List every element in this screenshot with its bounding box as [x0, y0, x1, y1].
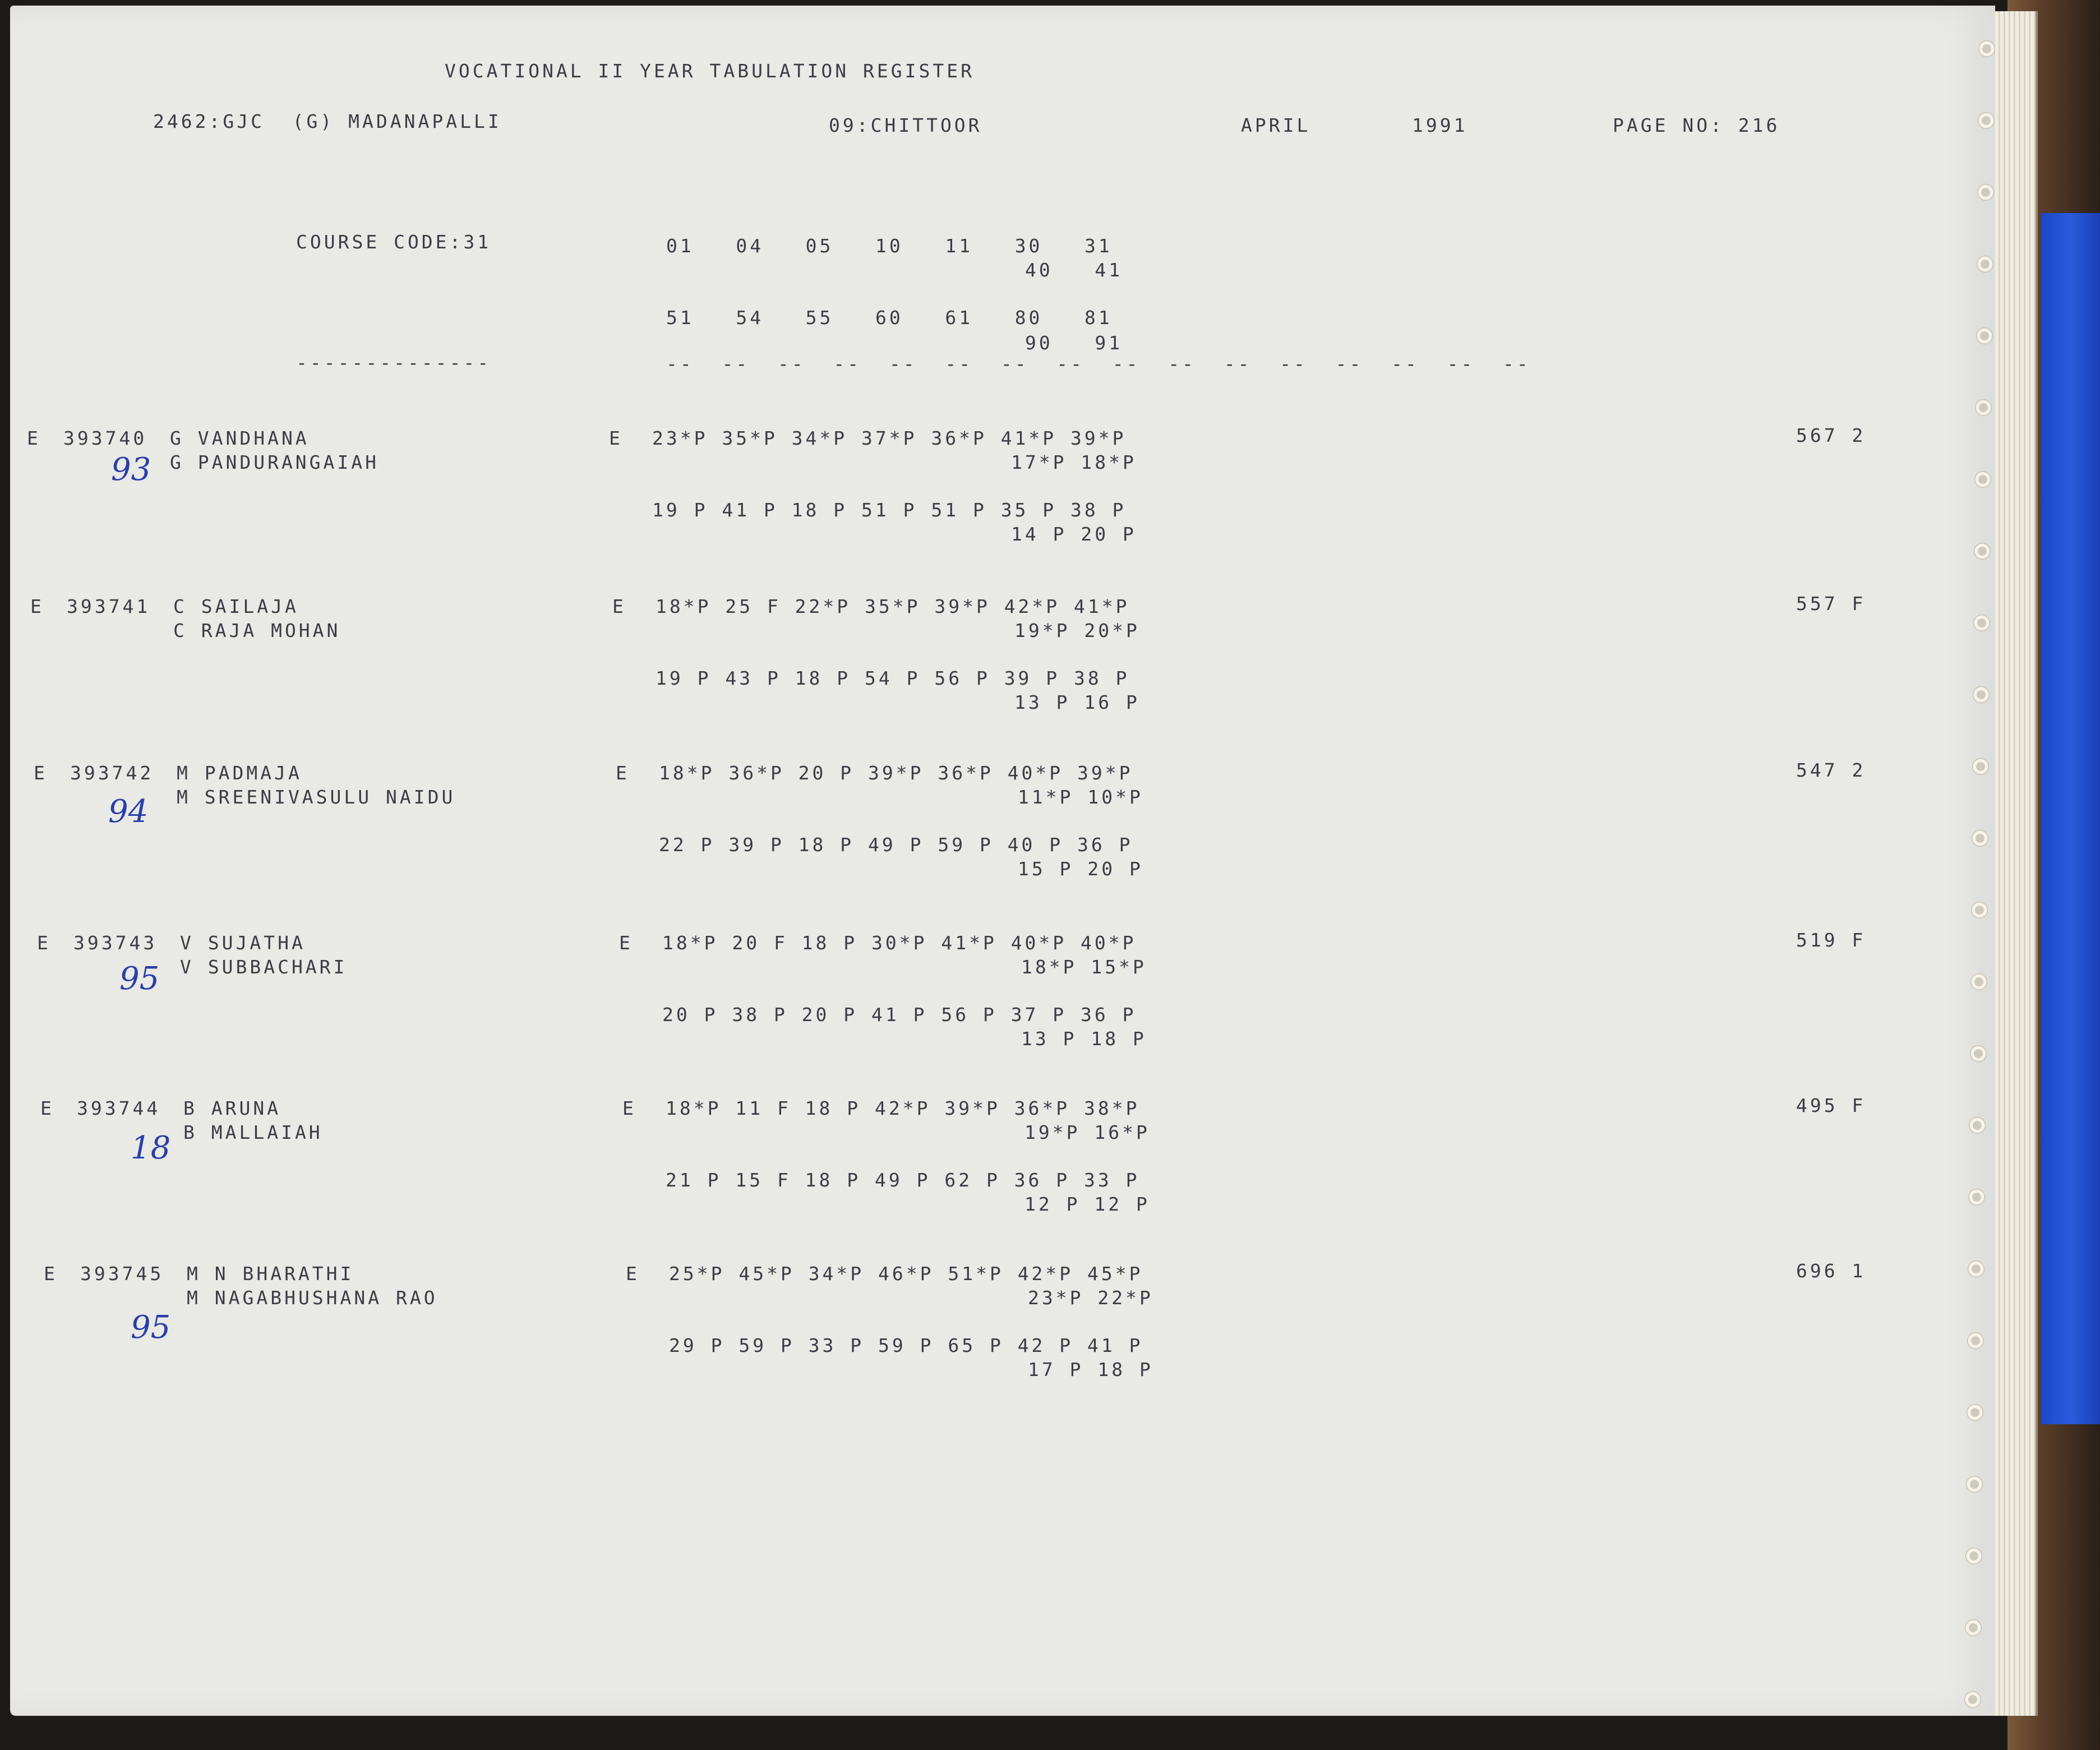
exam-year: 1991 [1412, 114, 1468, 136]
marks-row-2b: 13 P 16 P [1014, 691, 1140, 713]
marks-code: E [609, 427, 623, 449]
subject-codes-row-2b: 90 91 [1025, 332, 1123, 354]
district: 09:CHITTOOR [829, 114, 982, 136]
roll-number: 393744 [77, 1097, 161, 1119]
handwritten-note: 95 [119, 961, 160, 997]
marks-row-1: 23*P 35*P 34*P 37*P 36*P 41*P 39*P [652, 427, 1127, 449]
punch-hole-icon [1977, 256, 1993, 273]
record-flag: E [44, 1263, 58, 1285]
record-flag: E [37, 932, 51, 954]
marks-row-1b: 11*P 10*P [1018, 786, 1143, 808]
total-and-result: 696 1 [1796, 1260, 1866, 1282]
punch-hole-icon [1970, 973, 1987, 990]
marks-row-1b: 17*P 18*P [1011, 451, 1137, 473]
marks-row-2: 20 P 38 P 20 P 41 P 56 P 37 P 36 P [662, 1004, 1137, 1026]
exam-month: APRIL [1241, 114, 1311, 136]
punch-hole-icon [1967, 1332, 1984, 1349]
marks-row-2b: 12 P 12 P [1024, 1193, 1150, 1215]
punch-hole-icon [1972, 830, 1988, 847]
marks-row-1: 25*P 45*P 34*P 46*P 51*P 42*P 45*P [669, 1263, 1143, 1285]
punch-hole-icon [1967, 1404, 1983, 1421]
marks-code: E [616, 762, 630, 784]
page-number: PAGE NO: 216 [1613, 114, 1780, 136]
student-name: M PADMAJA [177, 762, 302, 784]
parent-name: M SREENIVASULU NAIDU [177, 786, 456, 808]
punch-hole-icon [1965, 1548, 1982, 1564]
roll-number: 393742 [70, 762, 154, 784]
marks-code: E [626, 1263, 640, 1285]
record-flag: E [27, 427, 41, 449]
marks-row-1b: 19*P 20*P [1014, 620, 1140, 641]
punch-hole-icon [1968, 1260, 1984, 1277]
marks-row-2b: 14 P 20 P [1011, 523, 1137, 545]
marks-row-1b: 19*P 16*P [1024, 1121, 1150, 1143]
marks-row-1b: 23*P 22*P [1028, 1287, 1153, 1309]
punch-hole-icon [1965, 1619, 1982, 1636]
total-and-result: 567 2 [1796, 424, 1866, 446]
handwritten-note: 18 [131, 1130, 171, 1166]
subject-codes-row-2: 51 54 55 60 61 80 81 [666, 307, 1113, 329]
marks-row-2b: 15 P 20 P [1018, 858, 1143, 880]
total-and-result: 495 F [1796, 1095, 1866, 1116]
college-name: 2462:GJC (G) MADANAPALLI [153, 110, 502, 132]
marks-row-1: 18*P 11 F 18 P 42*P 39*P 36*P 38*P [666, 1097, 1140, 1119]
punch-hole-icon [1973, 615, 1990, 631]
student-name: B ARUNA [183, 1097, 281, 1119]
total-and-result: 519 F [1796, 929, 1866, 951]
punch-hole-icon [1974, 543, 1991, 560]
marks-row-1: 18*P 36*P 20 P 39*P 36*P 40*P 39*P [659, 762, 1133, 784]
student-name: M N BHARATHI [187, 1263, 354, 1285]
punch-hole-icon [1978, 40, 1995, 57]
punch-hole-icon [1977, 184, 1994, 201]
parent-name: M NAGABHUSHANA RAO [187, 1287, 438, 1309]
marks-row-2b: 17 P 18 P [1028, 1359, 1153, 1380]
handwritten-note: 95 [131, 1309, 171, 1346]
marks-code: E [622, 1097, 636, 1119]
record-flag: E [30, 595, 44, 617]
roll-number: 393741 [67, 595, 151, 617]
parent-name: B MALLAIAH [183, 1121, 323, 1143]
marks-row-2: 19 P 41 P 18 P 51 P 51 P 35 P 38 P [652, 499, 1127, 521]
punch-hole-icon [1974, 471, 1991, 488]
punch-hole-icon [1964, 1691, 1981, 1708]
punch-hole-icon [1976, 327, 1993, 344]
parent-name: V SUBBACHARI [180, 956, 348, 978]
roll-number: 393740 [63, 427, 147, 449]
marks-row-2: 29 P 59 P 33 P 59 P 65 P 42 P 41 P [669, 1335, 1143, 1356]
record-flag: E [40, 1097, 54, 1119]
record-flag: E [34, 762, 48, 784]
total-and-result: 547 2 [1796, 759, 1866, 781]
punch-hole-icon [1973, 686, 1990, 703]
marks-row-1b: 18*P 15*P [1021, 956, 1147, 978]
register-page [10, 6, 1995, 1716]
punch-hole-icon [1966, 1476, 1983, 1493]
punch-hole-icon [1978, 112, 1995, 129]
handwritten-note: 94 [108, 793, 149, 830]
punch-hole-icon [1970, 1045, 1987, 1062]
punch-hole-icon [1971, 902, 1988, 918]
marks-row-1: 18*P 25 F 22*P 35*P 39*P 42*P 41*P [656, 595, 1130, 617]
punch-hole-icon [1968, 1189, 1985, 1206]
parent-name: G PANDURANGAIAH [170, 451, 380, 473]
register-title: VOCATIONAL II YEAR TABULATION REGISTER [445, 60, 975, 82]
marks-row-2: 21 P 15 F 18 P 49 P 62 P 36 P 33 P [666, 1169, 1140, 1191]
column-dashes: -- -- -- -- -- -- -- -- -- -- -- -- -- -- -- -- [666, 353, 1531, 375]
marks-code: E [619, 932, 633, 954]
course-code-label: COURSE CODE:31 [296, 231, 492, 253]
marks-row-2b: 13 P 18 P [1021, 1028, 1147, 1050]
student-name: G VANDHANA [170, 427, 310, 449]
marks-row-1: 18*P 20 F 18 P 30*P 41*P 40*P 40*P [662, 932, 1137, 954]
subject-codes-row-1b: 40 41 [1025, 259, 1123, 281]
subject-codes-row-1: 01 04 05 10 11 30 31 [666, 235, 1113, 257]
roll-number: 393743 [73, 932, 158, 954]
punch-hole-icon [1975, 399, 1992, 416]
marks-row-2: 22 P 39 P 18 P 49 P 59 P 40 P 36 P [659, 834, 1133, 856]
punch-hole-icon [1969, 1117, 1986, 1134]
total-and-result: 557 F [1796, 593, 1866, 615]
blue-binding-tape [2041, 213, 2100, 1424]
roll-number: 393745 [80, 1263, 164, 1285]
student-name: V SUJATHA [180, 932, 306, 954]
handwritten-note: 93 [111, 451, 151, 488]
marks-code: E [612, 595, 626, 617]
course-underline: -------------- [296, 352, 492, 373]
student-name: C SAILAJA [173, 595, 299, 617]
parent-name: C RAJA MOHAN [173, 620, 341, 641]
punch-hole-icon [1972, 758, 1989, 775]
marks-row-2: 19 P 43 P 18 P 54 P 56 P 39 P 38 P [656, 667, 1130, 689]
